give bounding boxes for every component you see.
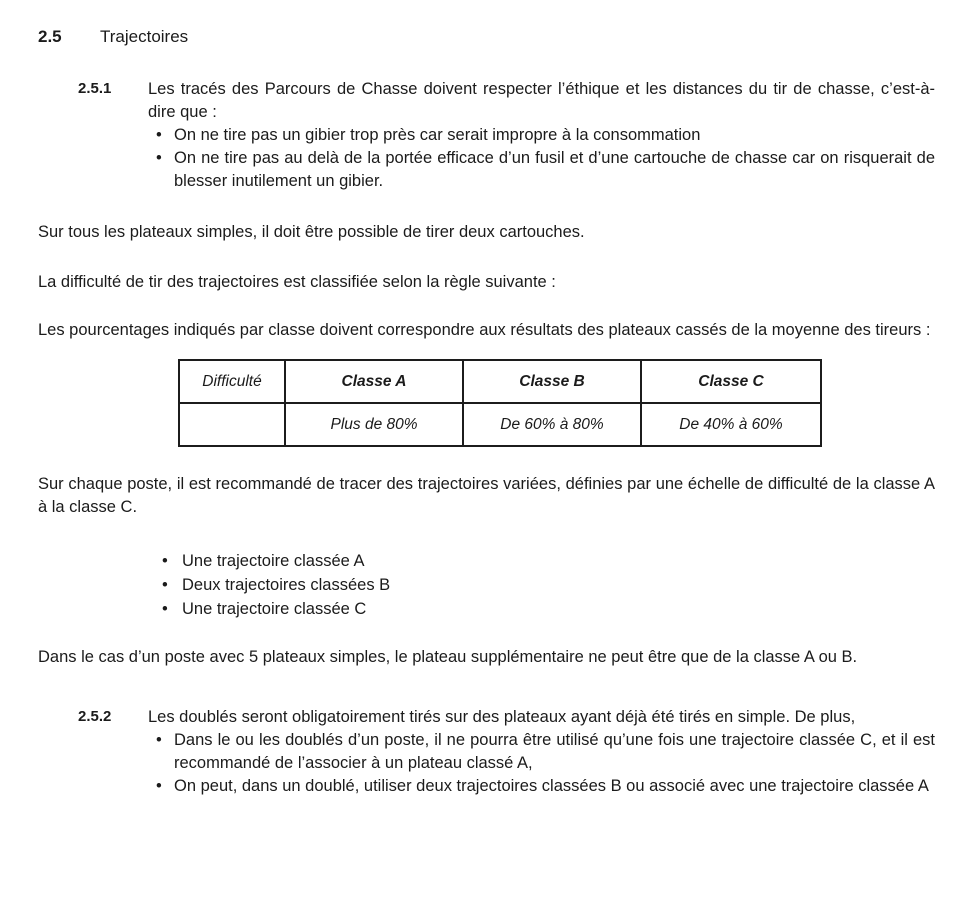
bullet-text: On ne tire pas au delà de la portée efficace d’un fusil et d’une cartouche de chasse car on risquerait de blesser inutilement un gibier. <box>174 149 935 190</box>
section-number: 2.5 <box>38 27 62 46</box>
clause-2-5-1 <box>38 78 935 193</box>
list-item-text: Une trajectoire classée C <box>182 600 367 618</box>
difficulty-table <box>178 359 822 447</box>
para-poste: Sur chaque poste, il est recommandé de tracer des trajectoires variées, définies par une échelle de difficulté de la classe A à la classe C. <box>38 475 935 516</box>
bullet-text: Dans le ou les doublés d’un poste, il ne pourra être utilisé qu’une fois une trajectoire classée C, et il est recommandé de l’associer à un plateau classé A, <box>174 731 935 772</box>
clause-number: 2.5.1 <box>78 80 112 97</box>
clause-bullet-list <box>148 729 935 798</box>
table-header-cell: Classe C <box>641 360 821 403</box>
table-data-cell: Plus de 80% <box>285 403 463 446</box>
list-item <box>38 549 935 573</box>
bullet-marker-icon: • <box>156 126 162 144</box>
table-header-cell: Difficulté <box>179 360 285 403</box>
clause-bullet-list <box>148 124 935 193</box>
para-pourcentages: Les pourcentages indiqués par classe doivent correspondre aux résultats des plateaux cassés de la moyenne des tireurs : <box>38 321 931 339</box>
clause-number: 2.5.2 <box>78 708 112 725</box>
bullet-text: On peut, dans un doublé, utiliser deux trajectoires classées B ou associé avec une trajectoire classée A <box>174 777 929 795</box>
section-title: Trajectoires <box>100 27 189 46</box>
list-item-text: Deux trajectoires classées B <box>182 576 391 594</box>
class-list <box>38 549 935 621</box>
para-cinq-plateaux: Dans le cas d’un poste avec 5 plateaux simples, le plateau supplémentaire ne peut être que de la classe A ou B. <box>38 648 858 666</box>
bullet-marker-icon: • <box>162 600 168 618</box>
list-item <box>38 597 935 621</box>
clause-indent <box>38 706 78 798</box>
table-data-cell <box>179 403 285 446</box>
table-data-cell: De 60% à 80% <box>463 403 641 446</box>
clause-body <box>148 78 935 193</box>
clause-indent <box>38 78 78 193</box>
clause-text: Les tracés des Parcours de Chasse doivent respecter l’éthique et les distances du tir de chasse, c’est-à-dire que : <box>148 80 935 121</box>
table-data-cell: De 40% à 60% <box>641 403 821 446</box>
bullet-marker-icon: • <box>156 777 162 795</box>
para-difficulte: La difficulté de tir des trajectoires est classifiée selon la règle suivante : <box>38 273 556 291</box>
bullet-marker-icon: • <box>156 149 162 167</box>
table-header-cell: Classe B <box>463 360 641 403</box>
bullet-item <box>148 775 935 798</box>
bullet-marker-icon: • <box>162 552 168 570</box>
list-item-text: Une trajectoire classée A <box>182 552 365 570</box>
table-header-cell: Classe A <box>285 360 463 403</box>
bullet-item <box>148 729 935 775</box>
bullet-text: On ne tire pas un gibier trop près car serait impropre à la consommation <box>174 126 701 144</box>
clause-body <box>148 706 935 798</box>
table-row <box>179 403 821 446</box>
list-item <box>38 573 935 597</box>
section-heading <box>38 26 935 48</box>
clause-text: Les doublés seront obligatoirement tirés sur des plateaux ayant déjà été tirés en simple. De plus, <box>148 708 856 726</box>
bullet-item <box>148 147 935 193</box>
clause-2-5-2 <box>38 706 935 798</box>
bullet-item <box>148 124 935 147</box>
bullet-marker-icon: • <box>162 576 168 594</box>
table-header-row <box>179 360 821 403</box>
para-plateaux-simples: Sur tous les plateaux simples, il doit être possible de tirer deux cartouches. <box>38 223 585 241</box>
bullet-marker-icon: • <box>156 731 162 749</box>
